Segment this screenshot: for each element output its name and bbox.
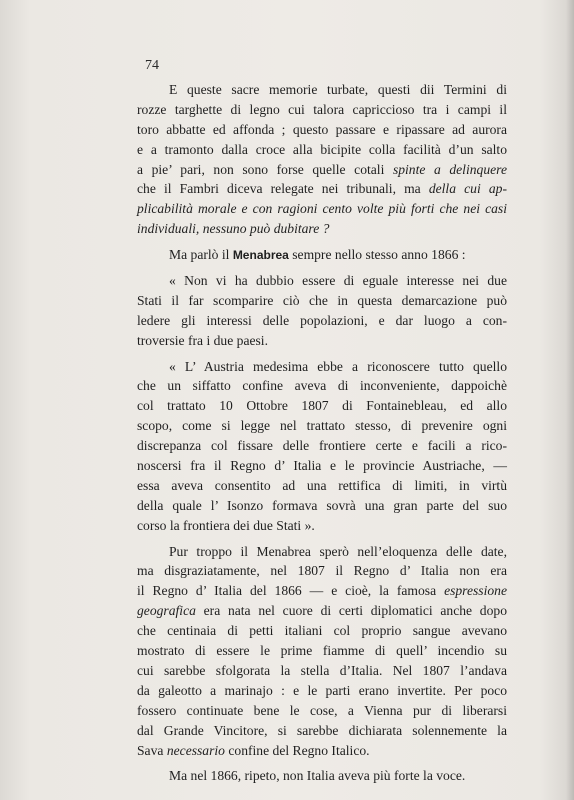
text-segment: che il Fambri diceva relegate nei tribunali, ma — [137, 181, 429, 197]
text-line — [137, 476, 507, 496]
text-segment: essa aveva consentito ad una rettifica di limiti, in virtù — [137, 477, 507, 493]
text-segment: ledere gli interessi delle popolazioni, e dar luogo a con- — [137, 312, 507, 328]
page-number: 74 — [145, 58, 159, 73]
italic-text: necessario — [166, 742, 225, 758]
body-text — [137, 80, 507, 786]
text-segment: toro abbatte ed affonda ; questo passare e ripassare ad aurora — [137, 121, 507, 137]
text-line — [137, 179, 507, 199]
text-segment: dal Grande Vincitore, si sarebbe dichiarata solennemente la — [137, 722, 507, 738]
text-line — [137, 641, 507, 661]
text-segment: ma disgraziatamente, nel 1807 il Regno d’ Italia non era — [137, 563, 507, 579]
text-segment: della quale l’ Isonzo formava sovrà una gran parte del suo — [137, 497, 507, 513]
text-segment: e a tramonto dalla croce alla bicipite colla facilità d’un salto — [137, 141, 507, 157]
text-line — [137, 311, 507, 331]
text-line — [137, 741, 507, 761]
text-segment: sempre nello stesso anno 1866 : — [288, 247, 466, 263]
text-segment: Sava — [137, 742, 167, 758]
text-line — [137, 80, 507, 100]
text-line — [137, 416, 507, 436]
text-line — [137, 396, 507, 416]
text-line — [137, 376, 507, 396]
text-segment: discrepanza col fissare delle frontiere certe e facili a rico- — [137, 438, 507, 454]
paragraph — [137, 80, 507, 239]
text-line — [137, 357, 507, 377]
text-segment: col trattato 10 Ottobre 1807 di Fontainebleau, ed allo — [137, 398, 507, 414]
paragraph — [137, 271, 507, 351]
page-spine-shadow — [566, 0, 574, 800]
text-line — [137, 661, 507, 681]
text-segment: corso la frontiera dei due Stati ». — [137, 517, 315, 533]
italic-text: della cui ap- — [428, 181, 507, 197]
text-line — [137, 160, 507, 180]
text-line — [137, 291, 507, 311]
text-segment: a pie’ pari, non sono forse quelle cotali — [137, 161, 393, 177]
text-line — [137, 100, 507, 120]
text-line — [137, 140, 507, 160]
text-line — [137, 561, 507, 581]
text-line — [137, 120, 507, 140]
text-segment: da galeotto a marinajo : e le parti erano invertite. Per poco — [137, 682, 507, 698]
text-line — [137, 245, 507, 265]
text-segment: cui sarebbe sfolgorata la stella d’Italia. Nel 1807 l’andava — [137, 662, 507, 678]
text-line — [137, 542, 507, 562]
text-segment: Menabrea — [232, 248, 289, 263]
text-segment: fossero continuate bene le cose, a Vienna pur di liberarsi — [137, 702, 507, 718]
text-line — [137, 456, 507, 476]
italic-text: plicabilità morale e con ragioni cento volte più forti che nei casi — [137, 201, 507, 217]
text-segment: rozze targhette di legno cui talora capriccioso tra i campi il — [137, 101, 507, 117]
paragraph — [137, 542, 507, 761]
text-line — [137, 601, 507, 621]
text-segment: mostrato di essere le prime fiamme di quell’ incendio su — [137, 643, 507, 659]
text-line — [137, 621, 507, 641]
italic-text: espressione — [444, 583, 507, 599]
text-segment: Ma nel 1866, ripeto, non Italia aveva più forte la voce. — [169, 768, 466, 784]
text-segment: che centinaia di petti italiani col proprio sangue avevano — [137, 623, 507, 639]
italic-text: individuali, nessuno può dubitare ? — [137, 221, 330, 237]
text-segment: E queste sacre memorie turbate, questi dii Termini di — [169, 82, 507, 97]
paragraph — [137, 245, 507, 265]
text-segment: Ma parlò il — [169, 247, 233, 263]
text-segment: « Non vi ha dubbio essere di eguale interesse nei due — [169, 273, 507, 289]
text-segment: noscersi fra il Regno d’ Italia e le provincie Austriache, — — [137, 458, 507, 474]
text-segment: che un siffatto confine aveva di inconveniente, dappoichè — [137, 378, 507, 394]
text-line — [137, 271, 507, 291]
text-line — [137, 219, 507, 239]
text-line — [137, 199, 507, 219]
text-segment: confine del Regno Italico. — [224, 742, 370, 758]
text-line — [137, 516, 507, 536]
text-line — [137, 766, 507, 786]
text-segment: Pur troppo il Menabrea sperò nell’eloquenza delle date, — [169, 543, 507, 559]
text-segment: « L’ Austria medesima ebbe a riconoscere tutto quello — [169, 358, 507, 374]
text-line — [137, 436, 507, 456]
text-segment: Stati il far scomparire ciò che in questa demarcazione può — [137, 292, 507, 308]
text-line — [137, 681, 507, 701]
text-line — [137, 331, 507, 351]
text-line — [137, 701, 507, 721]
text-segment: era nata nel cuore di certi diplomatici anche dopo — [195, 603, 507, 619]
text-segment: troversie fra i due paesi. — [137, 332, 268, 348]
text-segment: scopo, come si legge nel trattato stesso, di prevenire ogni — [137, 418, 507, 434]
text-line — [137, 496, 507, 516]
text-line — [137, 721, 507, 741]
paragraph — [137, 766, 507, 786]
text-line — [137, 581, 507, 601]
paragraph — [137, 357, 507, 536]
text-segment: il Regno d’ Italia del 1866 — e cioè, la famosa — [137, 583, 445, 599]
italic-text: geografica — [137, 603, 196, 619]
italic-text: spinte a delinquere — [392, 161, 507, 177]
